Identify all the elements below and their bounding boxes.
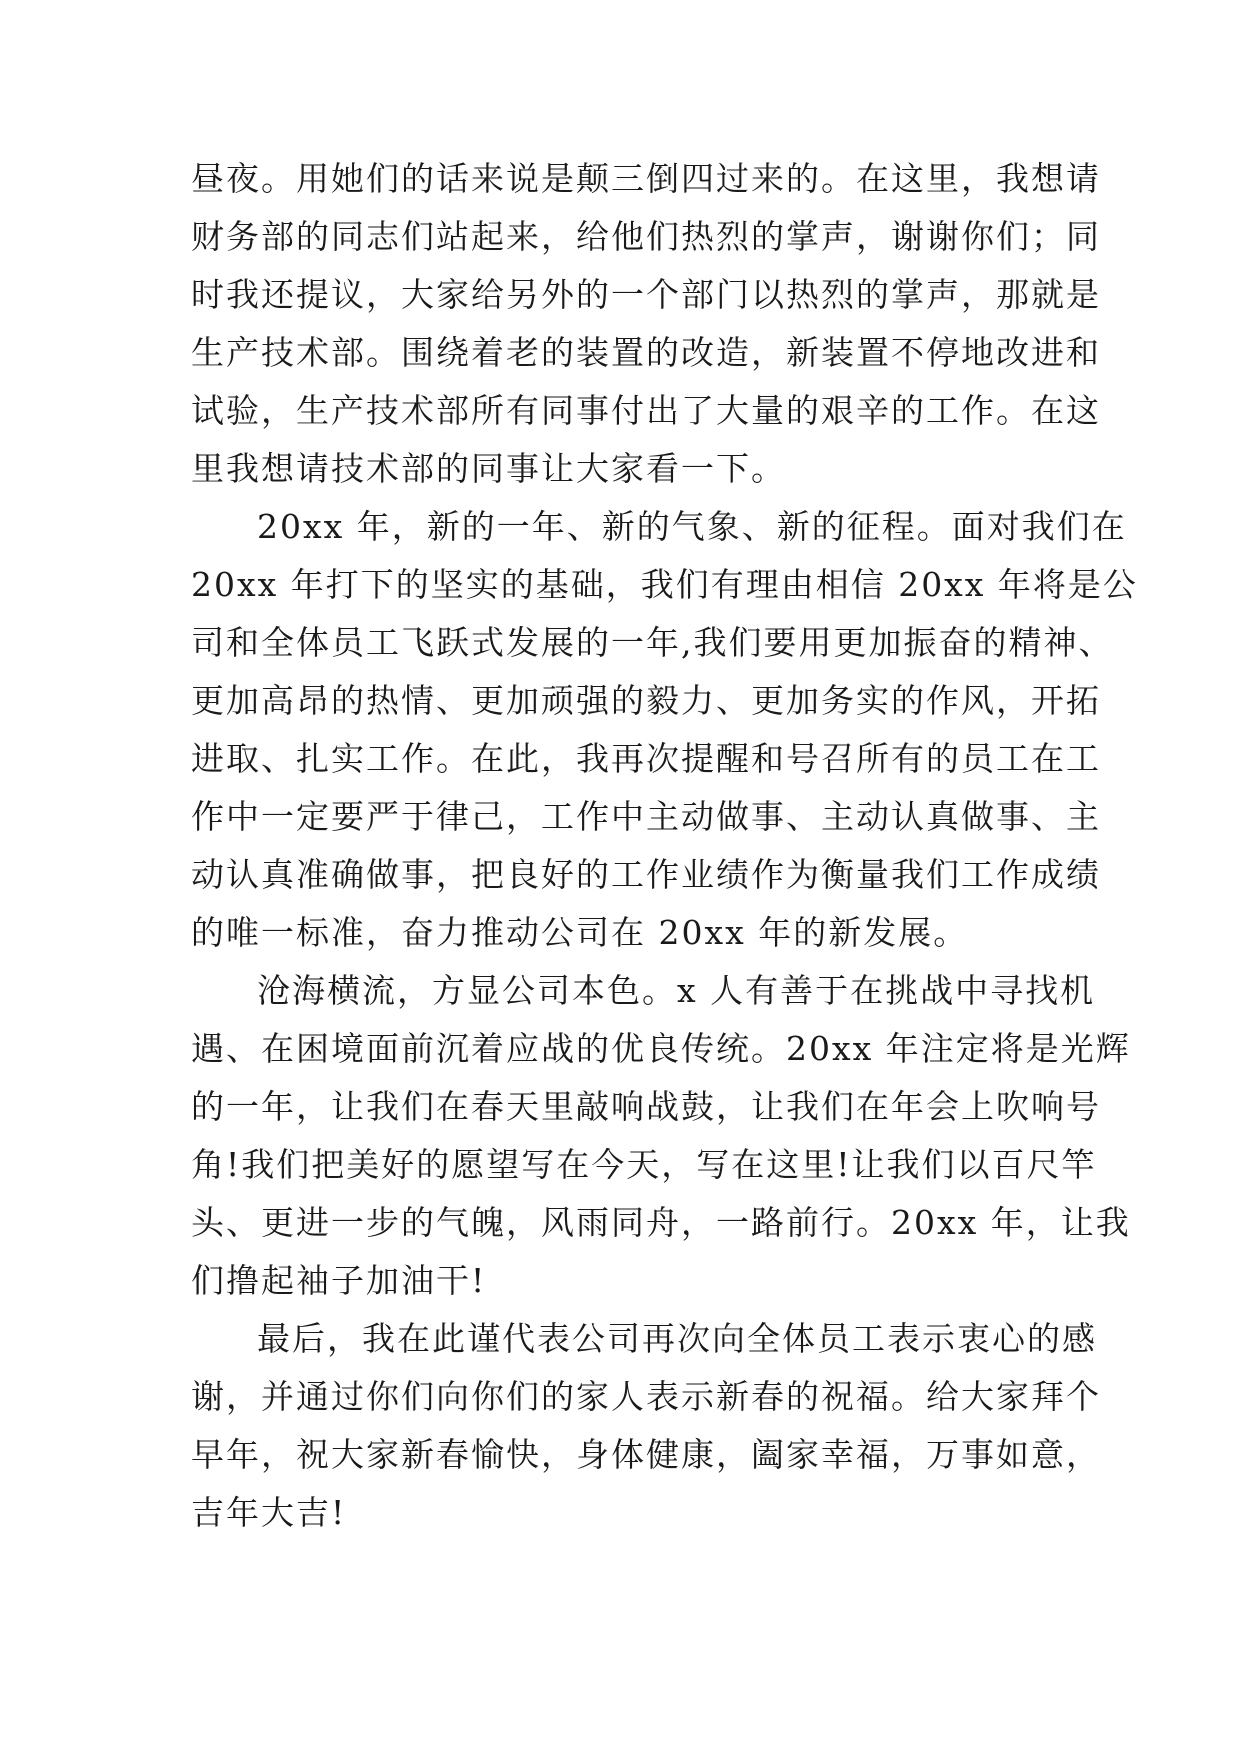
text-line: 最后，我在此谨代表公司再次向全体员工表示衷心的感 xyxy=(257,1319,1097,1358)
text-line: 司和全体员工飞跃式发展的一年,我们要用更加振奋的精神、 xyxy=(191,623,1114,662)
text-line: 的唯一标准，奋力推动公司在 20xx 年的新发展。 xyxy=(191,913,969,952)
body-text xyxy=(191,150,1138,1542)
text-line: 时我还提议，大家给另外的一个部门以热烈的掌声，那就是 xyxy=(191,275,1101,314)
text-line: 吉年大吉! xyxy=(191,1493,347,1532)
text-line: 早年，祝大家新春愉快，身体健康，阖家幸福，万事如意， xyxy=(191,1435,1101,1474)
text-line: 们撸起袖子加油干! xyxy=(191,1261,487,1300)
text-line: 进取、扎实工作。在此，我再次提醒和号召所有的员工在工 xyxy=(191,739,1101,778)
text-line: 动认真准确做事，把良好的工作业绩作为衡量我们工作成绩 xyxy=(191,855,1101,894)
text-line: 遇、在困境面前沉着应战的优良传统。20xx 年注定将是光辉 xyxy=(191,1029,1131,1068)
text-line: 试验，生产技术部所有同事付出了大量的艰辛的工作。在这 xyxy=(191,391,1101,430)
text-line: 里我想请技术部的同事让大家看一下。 xyxy=(191,449,786,488)
text-line: 财务部的同志们站起来，给他们热烈的掌声，谢谢你们；同 xyxy=(191,217,1101,256)
text-line: 20xx 年打下的坚实的基础，我们有理由相信 20xx 年将是公 xyxy=(191,565,1138,604)
text-line: 的一年，让我们在春天里敲响战鼓，让我们在年会上吹响号 xyxy=(191,1087,1101,1126)
text-line: 生产技术部。围绕着老的装置的改造，新装置不停地改进和 xyxy=(191,333,1101,372)
text-line: 谢，并通过你们向你们的家人表示新春的祝福。给大家拜个 xyxy=(191,1377,1101,1416)
text-line: 沧海横流，方显公司本色。x 人有善于在挑战中寻找机 xyxy=(257,971,1096,1010)
text-line: 作中一定要严于律己，工作中主动做事、主动认真做事、主 xyxy=(191,797,1101,836)
text-line: 头、更进一步的气魄，风雨同舟，一路前行。20xx 年，让我 xyxy=(191,1203,1131,1242)
text-line: 20xx 年，新的一年、新的气象、新的征程。面对我们在 xyxy=(257,507,1127,546)
text-line: 角!我们把美好的愿望写在今天，写在这里!让我们以百尺竿 xyxy=(191,1145,1097,1184)
text-line: 昼夜。用她们的话来说是颠三倒四过来的。在这里，我想请 xyxy=(191,159,1101,198)
text-line: 更加高昂的热情、更加顽强的毅力、更加务实的作风，开拓 xyxy=(191,681,1101,720)
